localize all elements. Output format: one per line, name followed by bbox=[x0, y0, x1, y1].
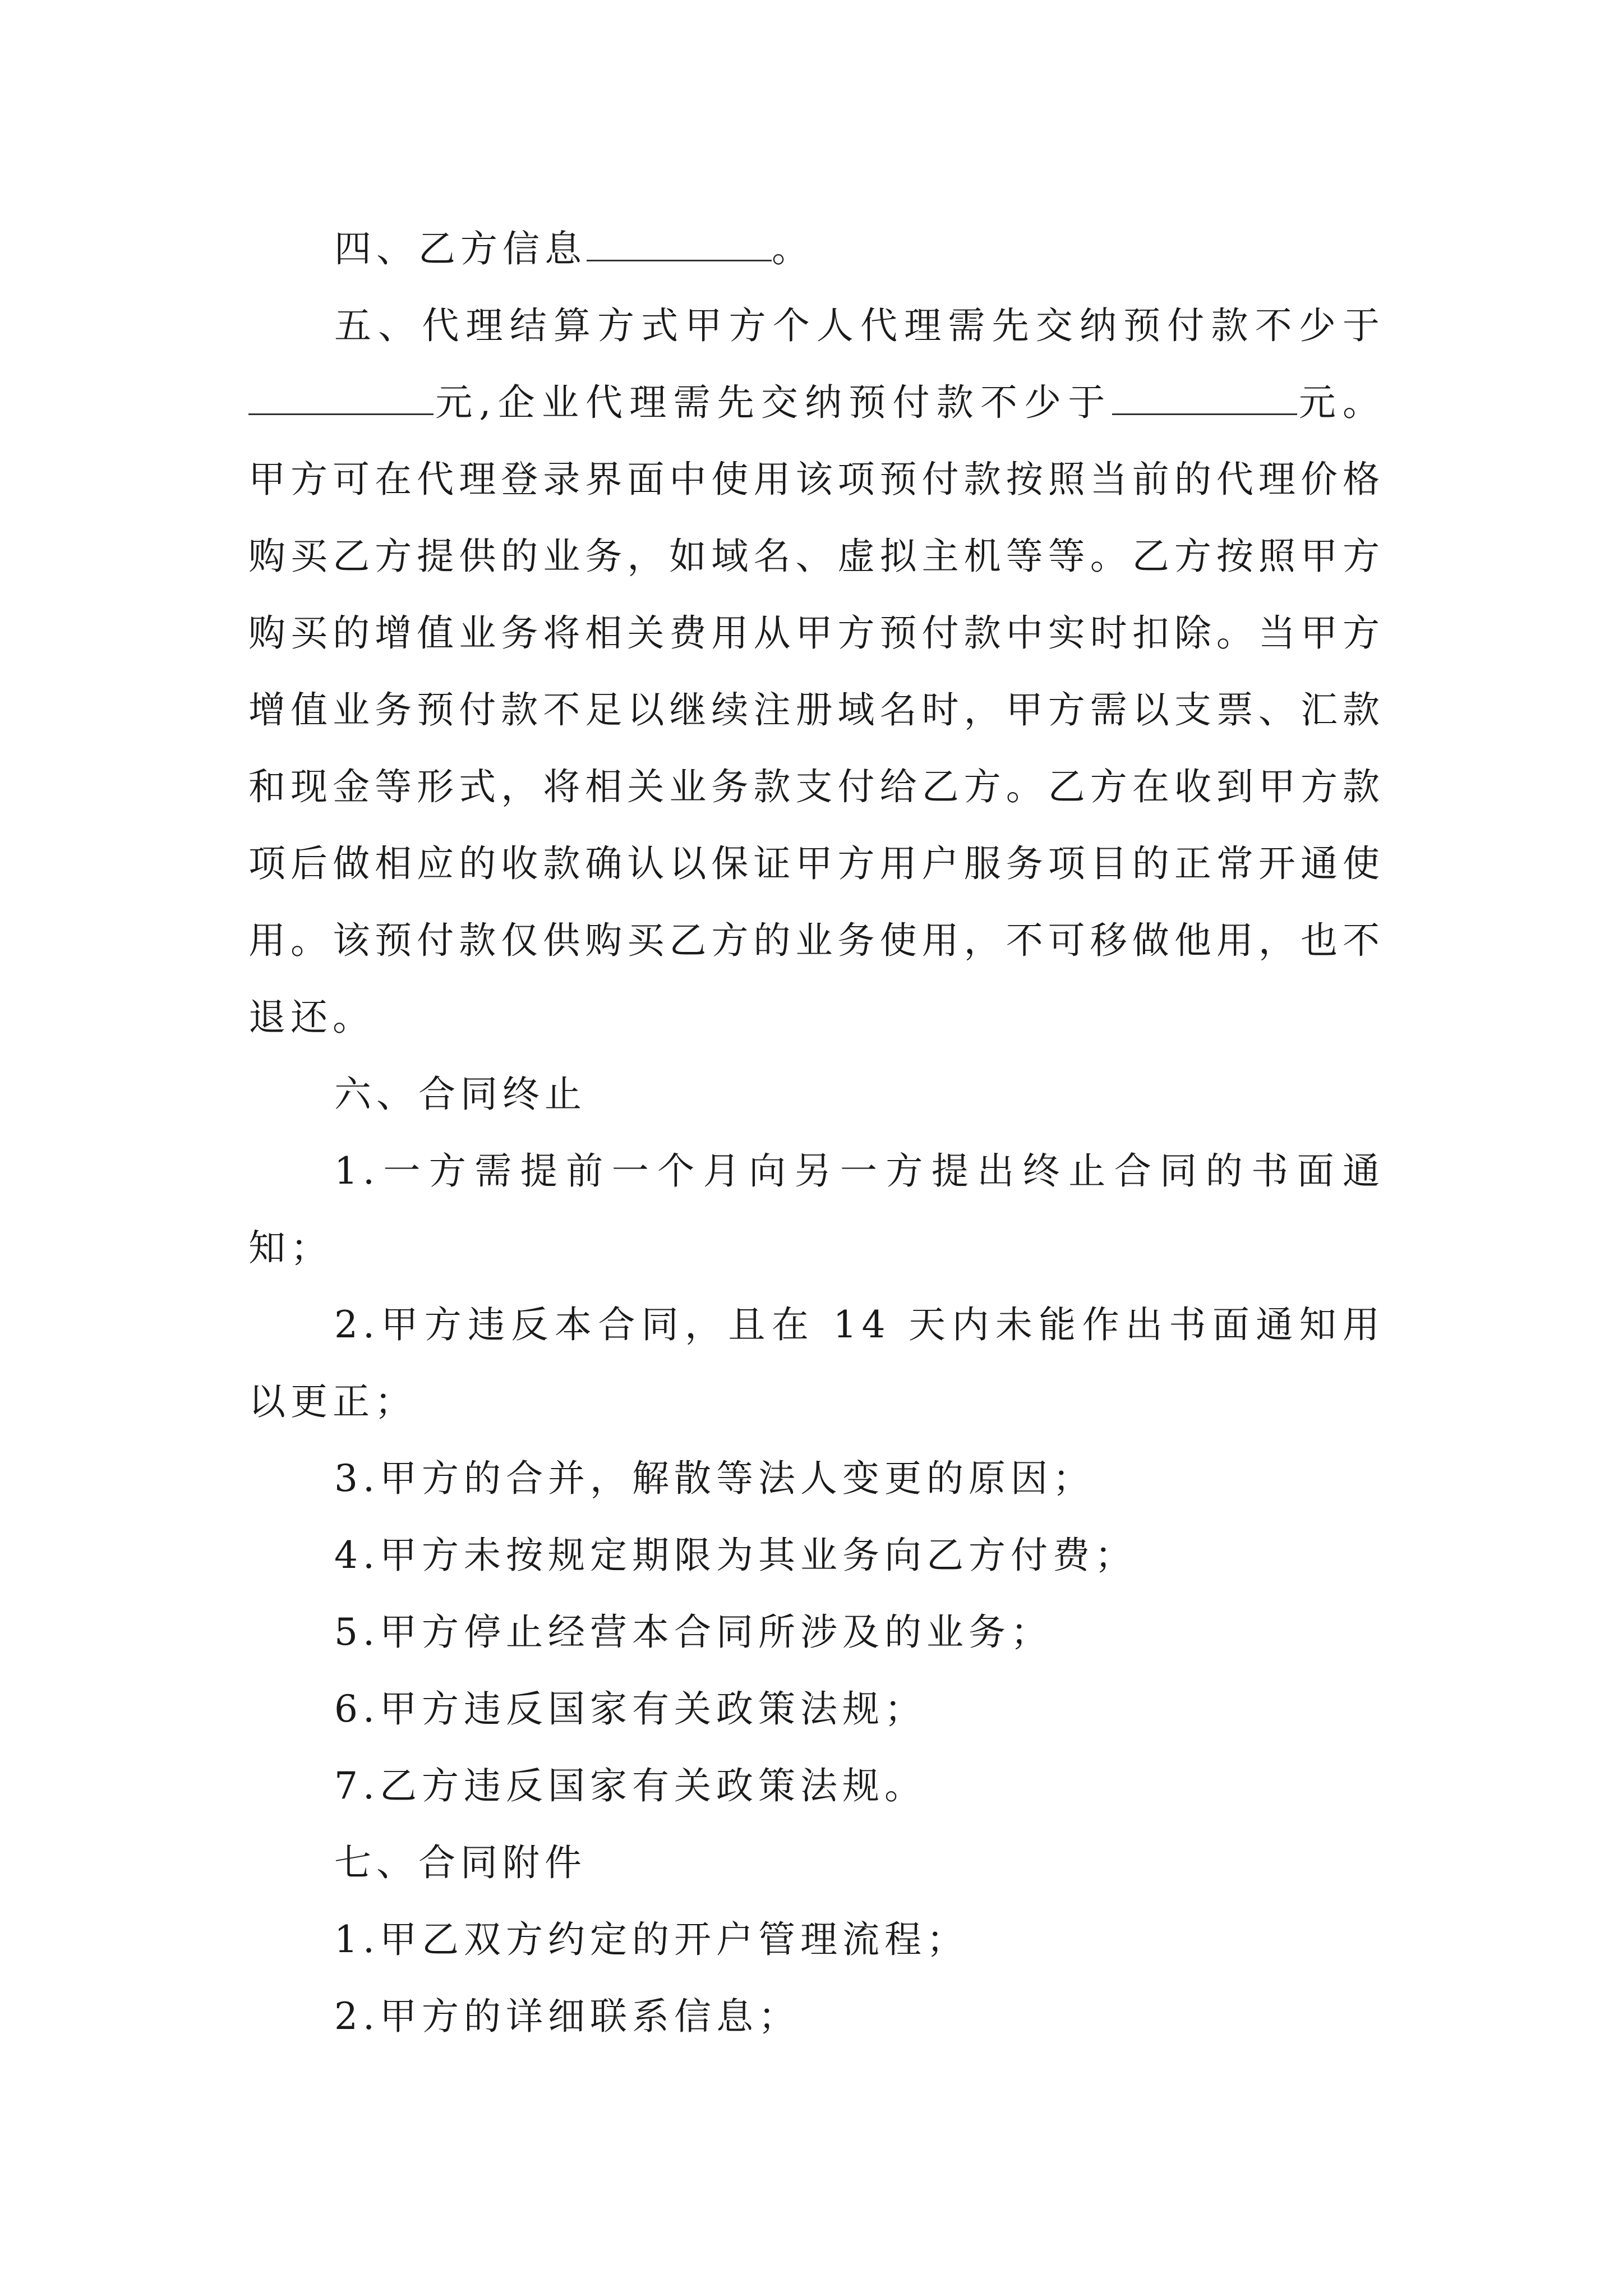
document-body bbox=[248, 210, 1385, 2055]
blank-line-individual-prepayment bbox=[248, 380, 434, 415]
blank-line-party-b-info bbox=[587, 226, 772, 261]
section-six-item-3: 3.甲方的合并，解散等法人变更的原因； bbox=[334, 1457, 1095, 1500]
section-six-item-7: 7.乙方违反国家有关政策法规。 bbox=[334, 1764, 926, 1807]
section-four bbox=[248, 210, 1385, 287]
section-six-item-6: 6.甲方违反国家有关政策法规； bbox=[334, 1687, 926, 1731]
section-four-prefix: 四、乙方信息 bbox=[334, 227, 587, 270]
section-six-heading: 六、合同终止 bbox=[334, 1073, 587, 1116]
section-four-suffix: 。 bbox=[772, 227, 814, 270]
blank-line-enterprise-prepayment bbox=[1112, 380, 1297, 415]
section-five-rest: 元。甲方可在代理登录界面中使用该项预付款按照当前的代理价格购买乙方提供的业务，如域名、虚拟主机等等。乙方按照甲方购买的增值业务将相关费用从甲方预付款中实时扣除。当甲方增值业务预付款不足以继续注册域名时，甲方需以支票、汇款和现金等形式，将相关业务款支付给乙方。乙方在收到甲方款项后做相应的收款确认以保证甲方用户服务项目的正常开通使用。该预付款仅供购买乙方的业务使用，不可移做他用，也不退还。 bbox=[248, 381, 1385, 1039]
section-seven-heading: 七、合同附件 bbox=[334, 1841, 587, 1884]
section-seven-item-1: 1.甲乙双方约定的开户管理流程； bbox=[334, 1918, 969, 1961]
section-six-item-1: 1.一方需提前一个月向另一方提出终止合同的书面通知； bbox=[248, 1149, 1385, 1269]
section-six-item-5: 5.甲方停止经营本合同所涉及的业务； bbox=[334, 1611, 1053, 1654]
section-five-prefix: 五、代理结算方式甲方个人代理需先交纳预付款不少于 bbox=[334, 304, 1385, 347]
section-seven-item-2: 2.甲方的详细联系信息； bbox=[334, 1995, 800, 2038]
section-five-mid: 元,企业代理需先交纳预付款不少于 bbox=[434, 381, 1112, 424]
section-six-item-2: 2.甲方违反本合同，且在 14 天内未能作出书面通知用以更正； bbox=[248, 1303, 1385, 1423]
section-five bbox=[248, 287, 1385, 1056]
section-six-item-4: 4.甲方未按规定期限为其业务向乙方付费； bbox=[334, 1534, 1137, 1577]
